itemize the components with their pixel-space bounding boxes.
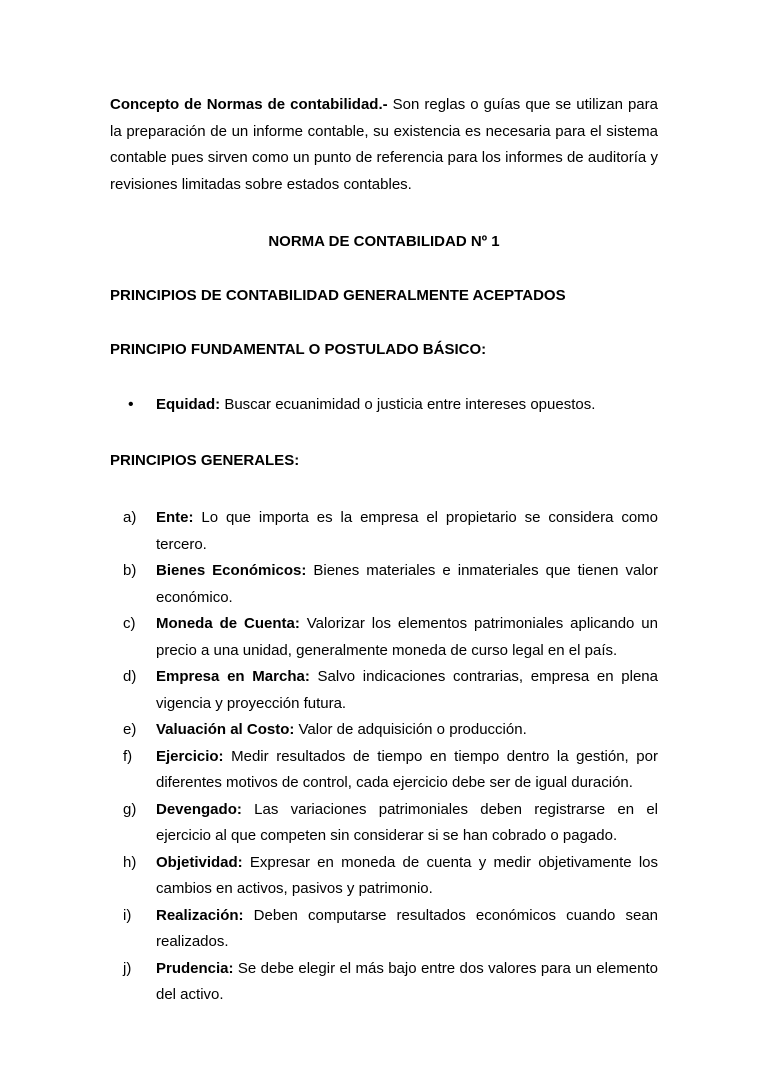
intro-text: Son reglas o guías que se utilizan para la preparación de un informe contable, su existencia es necesaria para el sistema contable pues sirven como un punto de referencia para los informes de auditoría y revisiones limitadas sobre estados contables. — [110, 96, 658, 193]
item-term: Valuación al Costo: — [156, 721, 295, 738]
section-generales-heading: PRINCIPIOS GENERALES: — [110, 452, 300, 469]
list-item — [110, 744, 658, 797]
item-letter: c) — [123, 615, 136, 632]
section-fundamental-heading: PRINCIPIO FUNDAMENTAL O POSTULADO BÁSICO: — [110, 341, 487, 358]
generales-list — [110, 505, 658, 1009]
item-letter: g) — [123, 800, 137, 818]
item-text: Lo que importa es la empresa el propietario se considera como tercero. — [156, 509, 658, 553]
list-item — [110, 664, 658, 717]
item-term: Prudencia: — [156, 959, 234, 977]
item-text: Las variaciones patrimoniales deben registrarse en el ejercicio al que competen sin considerar si se han cobrado o pagado. — [156, 800, 658, 844]
list-item — [110, 850, 658, 903]
item-text: Se debe elegir el más bajo entre dos valores para un elemento del activo. — [156, 959, 658, 1003]
item-text: Valor de adquisición o producción. — [294, 721, 527, 738]
item-text: Expresar en moneda de cuenta y medir objetivamente los cambios en activos, pasivos y patrimonio. — [156, 853, 658, 897]
item-letter: b) — [123, 562, 137, 579]
item-letter: i) — [123, 906, 132, 924]
bullet-icon: • — [128, 396, 134, 413]
list-item — [110, 611, 658, 664]
item-text: Bienes materiales e inmateriales que tienen valor económico. — [156, 562, 658, 606]
item-term: Equidad: — [156, 396, 221, 413]
item-term: Bienes Económicos: — [156, 562, 307, 579]
intro-paragraph — [110, 92, 658, 198]
item-letter: f) — [123, 747, 133, 765]
item-term: Ente: — [156, 509, 194, 526]
item-text: Medir resultados de tiempo en tiempo dentro la gestión, por diferentes motivos de control, cada ejercicio debe ser de igual duración. — [156, 747, 658, 791]
item-letter: a) — [123, 509, 137, 526]
item-letter: d) — [123, 668, 137, 685]
norma-title: NORMA DE CONTABILIDAD Nº 1 — [268, 233, 500, 250]
fundamental-list — [110, 394, 658, 416]
item-text: Buscar ecuanimidad o justicia entre intereses opuestos. — [220, 396, 596, 413]
item-term: Moneda de Cuenta: — [156, 615, 300, 632]
item-term: Realización: — [156, 906, 244, 924]
item-text: Deben computarse resultados económicos cuando sean realizados. — [156, 906, 658, 950]
section-principios-heading: PRINCIPIOS DE CONTABILIDAD GENERALMENTE ACEPTADOS — [110, 287, 566, 304]
item-term: Devengado: — [156, 800, 242, 818]
item-text: Valorizar los elementos patrimoniales aplicando un precio a una unidad, generalmente moneda de curso legal en el país. — [156, 615, 658, 659]
item-text: Salvo indicaciones contrarias, empresa en plena vigencia y proyección futura. — [156, 668, 658, 712]
item-letter: e) — [123, 721, 137, 738]
item-term: Ejercicio: — [156, 747, 224, 765]
list-item — [110, 558, 658, 611]
document-page — [110, 92, 658, 1009]
item-letter: j) — [123, 959, 132, 977]
intro-term: Concepto de Normas de contabilidad.- — [110, 96, 388, 113]
list-item — [110, 797, 658, 850]
list-item — [110, 717, 658, 744]
list-item — [110, 956, 658, 1009]
list-item — [110, 394, 658, 416]
item-term: Empresa en Marcha: — [156, 668, 310, 685]
list-item — [110, 903, 658, 956]
item-letter: h) — [123, 853, 137, 871]
item-term: Objetividad: — [156, 853, 243, 871]
list-item — [110, 505, 658, 558]
